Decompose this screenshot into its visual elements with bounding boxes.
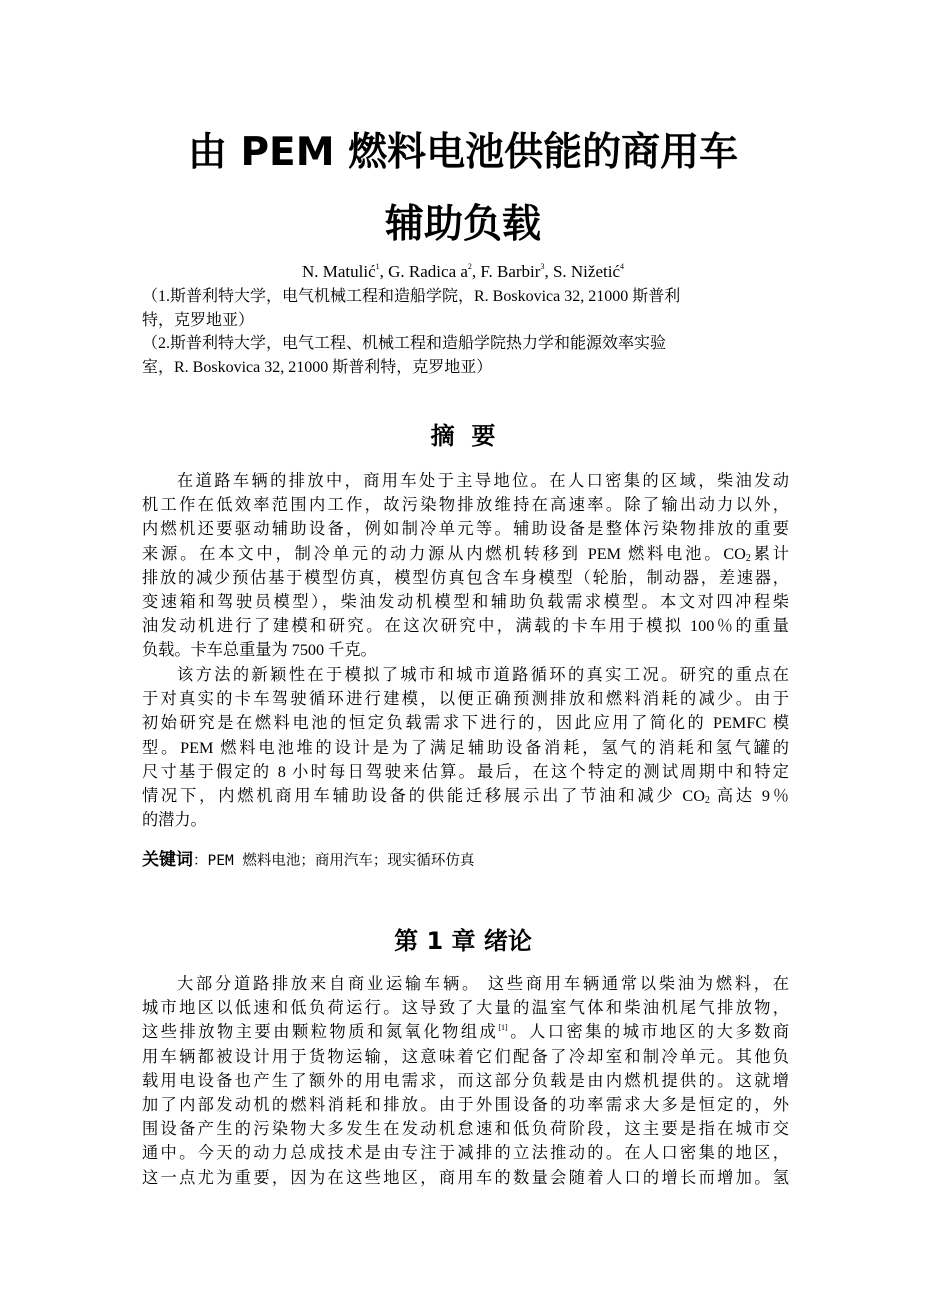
abstract-heading: 摘要 <box>430 422 513 450</box>
author-name: S. Nižetić <box>552 262 620 281</box>
keywords-label: 关键词 <box>142 850 193 870</box>
paper-title-line-1: 由 PEM 燃料电池供能的商用车 <box>187 130 739 175</box>
text-line <box>142 784 789 808</box>
text-line: 内燃机还要驱动辅助设备，例如制冷单元等。辅助设备是整体污染物排放的重要 <box>142 520 789 539</box>
text-line <box>142 542 789 566</box>
author-affiliation-mark: 3 <box>540 262 545 271</box>
co2-formula <box>682 787 710 805</box>
formula-subscript: 2 <box>704 794 710 806</box>
author-affiliation-mark: 1 <box>375 262 380 271</box>
affiliation-2 <box>142 332 792 380</box>
text-line: 机工作在低效率范围内工作，故污染物排放维持在高速率。除了输出动力以外， <box>142 496 789 515</box>
author-name: N. Matulić <box>301 262 376 281</box>
text-segment: 情况下，内燃机商用车辅助设备的供能迁移展示出了节油和减少 <box>142 786 683 805</box>
text-line: 这一点尤为重要，因为在这些地区，商用车的数量会随着人口的增长而增加。氢 <box>142 1168 789 1187</box>
author-list: N. Matulić$^1$, G. Radica $a^2$, F. Barbir$^3$, S. Nižetić$^4$ <box>301 262 624 281</box>
text-line: 用车辆都被设计用于货物运输，这意味着它们配备了冷却室和制冷单元。其他负 <box>142 1047 789 1066</box>
text-line: 在道路车辆的排放中，商用车处于主导地位。在人口密集的区域，柴油发动 <box>177 472 789 490</box>
affiliation-line: 室，R. Boskovica 32, 21000 斯普利特，克罗地亚） <box>142 359 493 376</box>
text-line: 初始研究是在燃料电池的恒定负载需求下进行的，因此应用了简化的 PEMFC 模 <box>142 714 789 733</box>
text-segment: 高达 9％ <box>709 786 789 805</box>
text-segment: 。人口密集的城市地区的大多数商 <box>507 1023 789 1042</box>
paper-title-line-2: 辅助负载 <box>384 202 541 247</box>
text-segment: 来源。在本文中，制冷单元的动力源从内燃机转移到 PEM 燃料电池。 <box>142 544 724 563</box>
author-name: G. Radica a <box>388 262 468 281</box>
text-line: 型。PEM 燃料电池堆的设计是为了满足辅助设备消耗，氢气的消耗和氢气罐的 <box>142 738 789 757</box>
affiliation-1 <box>142 285 792 333</box>
text-segment: 这些排放物主要由颗粒物质和氮氧化物组成 <box>142 1023 499 1042</box>
text-line: 载用电设备也产生了额外的用电需求，而这部分负载是由内燃机提供的。这就增 <box>142 1071 789 1090</box>
abstract-paragraph-1 <box>142 469 789 663</box>
author-affiliation-mark: 4 <box>620 262 624 271</box>
text-line: 负载。卡车总重量为 7500 千克。 <box>142 641 377 660</box>
text-line: 排放的减少预估基于模型仿真，模型仿真包含车身模型（轮胎，制动器，差速器， <box>142 568 789 587</box>
text-line: 于对真实的卡车驾驶循环进行建模，以便正确预测排放和燃料消耗的减少。由于 <box>142 690 789 709</box>
affiliation-line: 特，克罗地亚） <box>142 312 255 329</box>
formula-base: CO <box>723 544 746 563</box>
affiliation-line: （1.斯普利特大学，电气机械工程和造船学院，R. Boskovica 32, 21000 斯普利 <box>142 288 681 305</box>
formula-base: CO <box>682 786 705 805</box>
co2-formula <box>723 545 751 563</box>
text-line: 该方法的新颖性在于模拟了城市和城市道路循环的真实工况。研究的重点在 <box>177 666 789 684</box>
formula-subscript: 2 <box>745 552 751 564</box>
text-line: 加了内部发动机的燃料消耗和排放。由于外围设备的功率需求大多是恒定的，外 <box>142 1095 789 1114</box>
text-line: 通中。今天的动力总成技术是由专注于减排的立法推动的。在人口密集的地区， <box>142 1144 789 1163</box>
text-line: 尺寸基于假定的 8 小时每日驾驶来估算。最后，在这个特定的测试周期中和特定 <box>142 762 789 781</box>
author-name: F. Barbir <box>480 262 541 281</box>
keywords-line <box>142 848 789 873</box>
text-line: 的潜力。 <box>142 811 207 830</box>
text-line <box>142 1020 789 1044</box>
author-affiliation-mark: 2 <box>467 262 472 271</box>
text-line: 围设备产生的污染物大多发生在发动机怠速和低负荷阶段，这主要是指在城市交 <box>142 1120 789 1139</box>
text-line: 城市地区以低速和低负荷运行。这导致了大量的温室气体和柴油机尾气排放物， <box>142 999 789 1018</box>
citation-ref[interactable]: [1] <box>498 1023 508 1033</box>
abstract-paragraph-2 <box>142 663 789 832</box>
keywords-text: ：PEM 燃料电池；商用汽车；现实循环仿真 <box>193 853 475 869</box>
text-line: 大部分道路排放来自商业运输车辆。 这些商用车辆通常以柴油为燃料，在 <box>177 975 789 993</box>
text-line: 油发动机进行了建模和研究。在这次研究中，满载的卡车用于模拟 100％的重量 <box>142 617 789 636</box>
affiliation-line: （2.斯普利特大学，电气工程、机械工程和造船学院热力学和能源效率实验 <box>142 335 667 352</box>
chapter-1-paragraph <box>142 972 789 1190</box>
text-segment: 累计 <box>750 544 789 563</box>
text-line: 变速箱和驾驶员模型），柴油发动机模型和辅助负载需求模型。本文对四冲程柴 <box>142 592 789 611</box>
chapter-1-heading: 第 1 章 绪论 <box>394 927 532 955</box>
